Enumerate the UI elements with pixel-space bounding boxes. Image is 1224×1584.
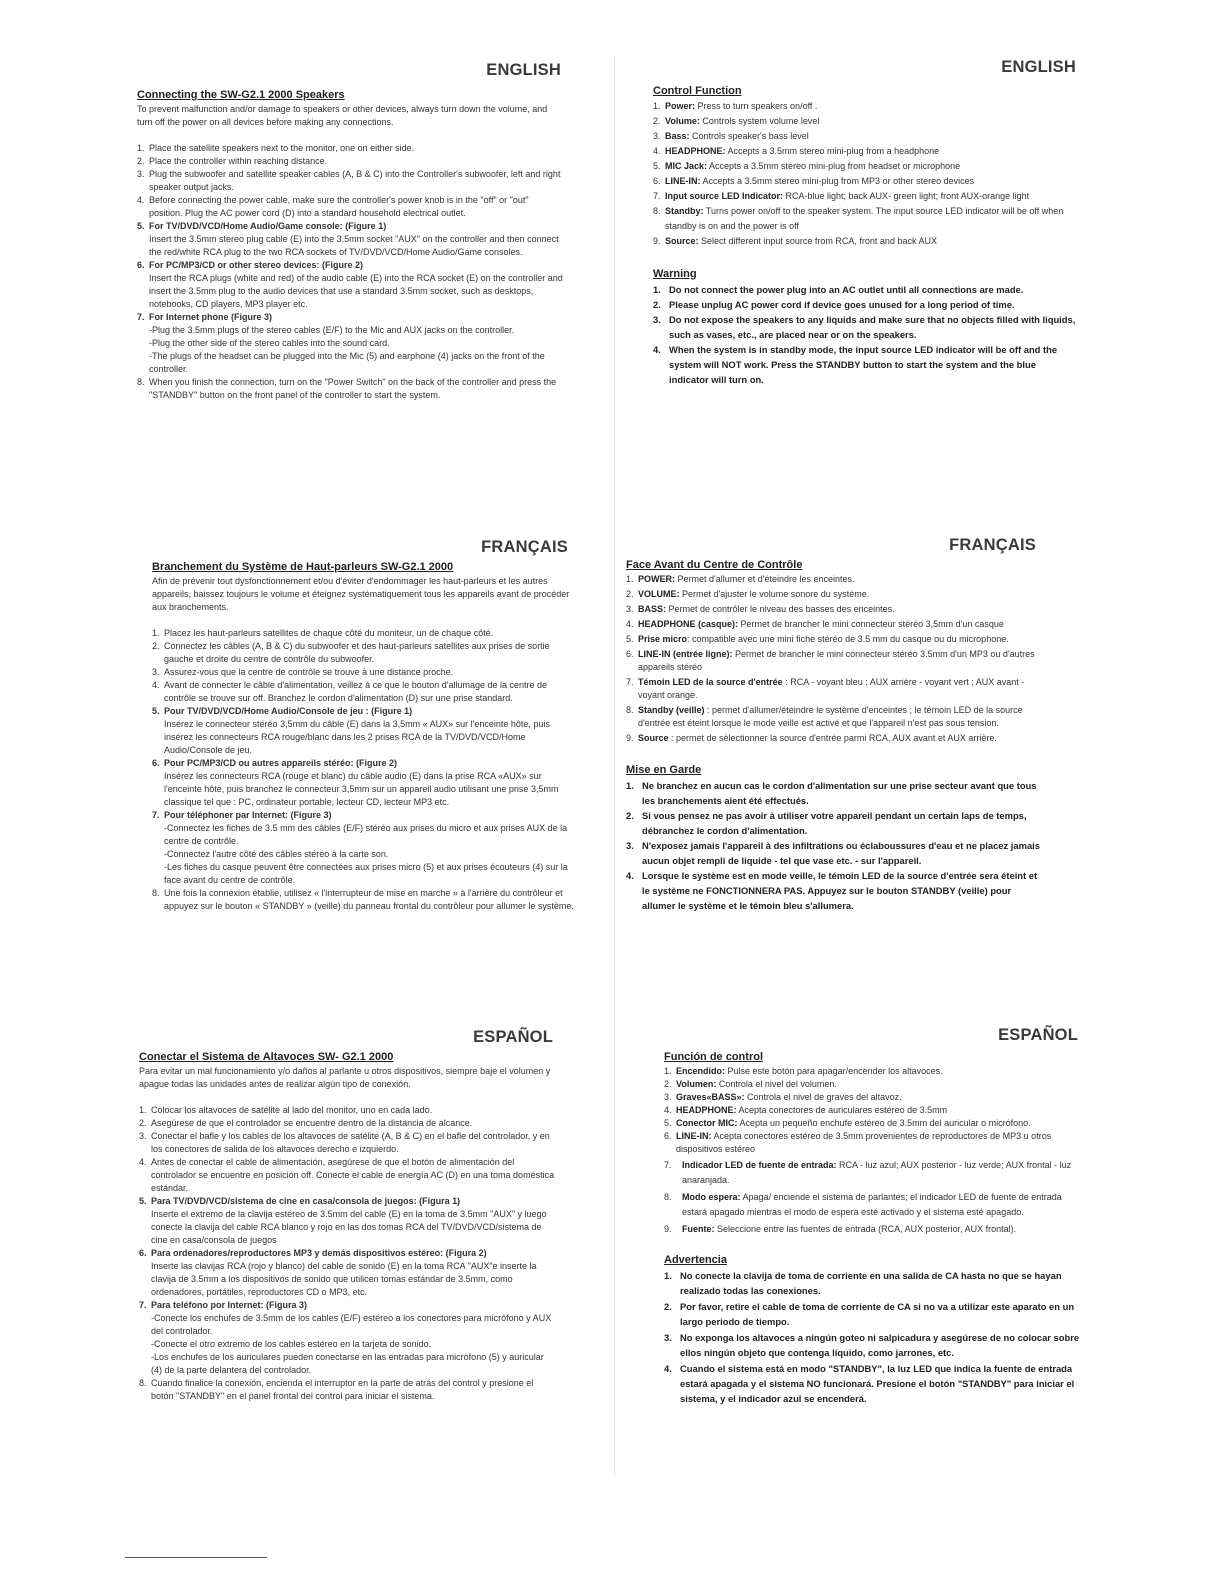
list-item: 1. No conecte la clavija de toma de corriente en una salida de CA hasta no que se hayan realizado todas las conexiones.: [664, 1270, 1062, 1296]
list-item: 1. Colocar los altavoces de satélite al lado del monitor, uno en cada lado.: [139, 1105, 433, 1115]
section-french-connecting: [152, 536, 578, 913]
fold-line: [614, 56, 615, 1476]
warning-list: [664, 1268, 1082, 1406]
section-heading: Control Function: [653, 85, 742, 97]
list-item: 4. Avant de connecter le câble d'alimentation, veillez à ce que le bouton d'allumage de la centre de contrôle se trouve sur off. Branchez le cordon d'alimentation (D) sur une prise standard.: [152, 680, 548, 703]
list-item: 8. Modo espera: Apaga/ enciende el sistema de parlantes; el indicador LED de fuente de entrada estará apagado mientras el modo de espera esté activado y el sistema esté apagado.: [664, 1192, 1062, 1217]
list-item: 7. Témoin LED de la source d'entrée : RCA - voyant bleu ; AUX arrière - voyant vert ; AUX avant - voyant orange.: [626, 677, 1025, 700]
list-item: 6. LINE-IN: Accepts a 3.5mm stereo mini-plug from MP3 or other stereo devices: [653, 176, 975, 186]
list-item: 5. Prise micro: compatible avec une mini fiche stéréo de 3.5 mm du casque ou du microphone.: [626, 634, 1009, 644]
list-item: 2. Si vous pensez ne pas avoir à utiliser votre appareil pendant un certain laps de temps, débranchez le cordon d'alimentation.: [626, 810, 1027, 836]
list-item: 2. Por favor, retire el cable de toma de corriente de CA si no va a utilizar este aparato en un largo periodo de tiempo.: [664, 1301, 1075, 1327]
list-item: 4. Cuando el sistema está en modo "STANDBY", la luz LED que indica la fuente de entrada estará apagada y el sistema NO funcionará. Presione el botón "STANDBY" para iniciar el sistema, y el indicador azul se encenderá.: [664, 1363, 1075, 1404]
list-item: 5. MIC Jack: Accepts a 3.5mm stereo mini-plug from headset or microphone: [653, 161, 961, 171]
section-french-control: [626, 534, 1046, 913]
list-item: 3. No exponga los altavoces a ningún goteo ni salpicadura y asegúrese de no colocar sobre ellos ningún objeto que contenga líquido, como jarrones, etc.: [664, 1332, 1080, 1358]
section-heading: Conectar el Sistema de Altavoces SW- G2.1 2000: [139, 1051, 394, 1063]
section-spanish-control: [664, 1024, 1082, 1407]
section-heading: Función de control: [664, 1051, 763, 1063]
list-item: 8. Standby (veille) : permet d'allumer/éteindre le système d'enceintes ; le témoin LED de la source d'entrée est éteint lorsque le mode veille est activé et que l'appareil n'est pas sous tension.: [626, 705, 1023, 728]
list-item: 1. Do not connect the power plug into an AC outlet until all connections are made.: [653, 284, 1024, 295]
list-item: 1. POWER: Permet d'allumer et d'éteindre les enceintes.: [626, 574, 855, 584]
instruction-list: [152, 627, 578, 913]
list-item: 2. Place the controller within reaching distance.: [137, 156, 328, 166]
list-item: 6. Pour PC/MP3/CD ou autres appareils stéréo: (Figure 2) Insérez les connecteurs RCA (rouge et blanc) du câble audio (E) dans la prise RCA «AUX» sur l'enceinte hôte, puis branchez le connecteur 3,5mm sur un appareil audio utilisant une prise 3,5mm classique tel que : PC, ordinateur portable, lecteur CD, lecteur MP3 etc.: [152, 758, 559, 807]
language-label: FRANÇAIS: [481, 538, 568, 556]
list-item: 3. Plug the subwoofer and satellite speaker cables (A, B & C) into the Controller's subwoofer, left and right speaker output jacks.: [137, 169, 561, 192]
warning-heading: Advertencia: [664, 1254, 727, 1266]
list-item: 7. Pour téléphoner par Internet: (Figure 3) -Connectez les fiches de 3.5 mm des câbles (E/F) stéréo aux prises du micro et aux prises AUX de la centre de contrôle. -Connectez l'autre côté des câbles stéréo à la carte son. -Les fiches du casque peuvent être connectées aux prises micro (5) et aux prises écouteurs (4) sur la face avant du centre de contrôle.: [152, 810, 568, 885]
intro-paragraph: Afin de prévenir tout dysfonctionnement et/ou d'éviter d'endommager les haut-parleurs et les autres appareils, baissez toujours le volume et éteignez systématiquement tous les appareils avant de procéder aux branchements.: [152, 576, 570, 612]
footnote-divider: [125, 1557, 267, 1558]
list-item: 1. Power: Press to turn speakers on/off .: [653, 101, 818, 111]
warning-heading: Warning: [653, 268, 697, 280]
section-heading: Connecting the SW-G2.1 2000 Speakers: [137, 89, 345, 101]
list-item: 5. Pour TV/DVD/VCD/Home Audio/Console de jeu : (Figure 1) Insérez le connecteur stéréo 3,5mm du câble (E) dans la 3,5mm « AUX» sur l'enceinte hôte, puis insérez les connecteurs RCA rouge/blanc dans les 2 prises RCA de la TV/DVD/VCD/Home Audio/Console de jeu.: [152, 706, 550, 755]
list-item: 2. Connectez les câbles (A, B & C) du subwoofer et des haut-parleurs satellites aux prises de sortie gauche et droite du centre de contrôle du subwoofer.: [152, 641, 550, 664]
list-item: 1. Placez les haut-parleurs satellites de chaque côté du moniteur, un de chaque côté.: [152, 628, 494, 638]
list-item: 3. Graves«BASS»: Controla el nivel de graves del altavoz.: [664, 1092, 902, 1102]
list-item: 2. VOLUME: Permet d'ajuster le volume sonore du système.: [626, 589, 870, 599]
instruction-list: [137, 142, 563, 402]
warning-heading: Mise en Garde: [626, 764, 702, 776]
list-item: 9. Fuente: Seleccione entre las fuentes de entrada (RCA, AUX posterior, AUX frontal).: [664, 1224, 1017, 1234]
list-item: 1. Encendido: Pulse este botón para apagar/encender los altavoces.: [664, 1066, 943, 1076]
section-english-control: [653, 56, 1078, 387]
control-list: [664, 1065, 1082, 1237]
list-item: 3. Assurez-vous que la centre de contrôle se trouve à une distance proche.: [152, 667, 454, 677]
list-item: 7. Input source LED Indicator: RCA-blue light; back AUX- green light; front AUX-orange light: [653, 191, 1030, 201]
list-item: 1. Ne branchez en aucun cas le cordon d'alimentation sur une prise secteur avant que tous les branchements aient été effectués.: [626, 780, 1037, 806]
list-item: 4. Antes de conectar el cable de alimentación, asegúrese de que el botón de alimentación del controlador se encuentre en posición off. Conecte el cable de energía AC (D) en una toma doméstica estándar.: [139, 1157, 555, 1193]
language-label: ESPAÑOL: [473, 1028, 553, 1046]
section-heading: Branchement du Système de Haut-parleurs SW-G2.1 2000: [152, 561, 454, 573]
list-item: 8. When you finish the connection, turn on the "Power Switch" on the back of the controller and press the "STANDBY" button on the front panel of the controller to start the system.: [137, 377, 557, 400]
list-item: 8. Une fois la connexion établie, utilisez « l'interrupteur de mise en marche » à l'arrière du contrôleur et appuyez sur le bouton « STANDBY » (veille) du panneau frontal du contrôleur pour allumer le système.: [152, 888, 574, 911]
list-item: 4. When the system is in standby mode, the input source LED indicator will be off and the system will NOT work. Press the STANDBY button to start the system and the blue indicator will turn on.: [653, 344, 1058, 385]
language-label: ENGLISH: [486, 61, 561, 79]
list-item: 6. Para ordenadores/reproductores MP3 y demás dispositivos estéreo: (Figura 2) Inserte las clavijas RCA (rojo y blanco) del cable de sonido (E) en la toma RCA "AUX"e inserte la clavija de 3.5mm a los dispositivos de sonido que utilicen tomas estándar de 3.5mm, como ordenadores, portátiles, reproductores CD o MP3, etc.: [139, 1248, 537, 1297]
list-item: 3. Do not expose the speakers to any liquids and make sure that no objects filled with liquids, such as vases, etc., are placed near or on the speakers.: [653, 314, 1076, 340]
section-spanish-connecting: [139, 1026, 557, 1403]
list-item: 3. Conectar el bafle y los cables de los altavoces de satélite (A, B & C) en el bafle del controlador, y en los conectores de salida de los altavoces derecho e izquierdo.: [139, 1131, 550, 1154]
list-item: 8. Cuando finalice la conexión, encienda el interruptor en la parte de atrás del control y presione el botón "STANDBY" en el panel frontal del control para iniciar el sistema.: [139, 1378, 534, 1401]
list-item: 2. Volumen: Controla el nivel del volumen.: [664, 1079, 837, 1089]
list-item: 2. Volume: Controls system volume level: [653, 116, 820, 126]
list-item: 6. For PC/MP3/CD or other stereo devices: (Figure 2) Insert the RCA plugs (white and red) of the audio cable (E) into the RCA socket (E) on the controller and insert the 3.5mm plug to the audio devices that use a standard 3.5mm socket, such as desktops, notebooks, CD players, MP3 player etc.: [137, 260, 563, 309]
intro-paragraph: To prevent malfunction and/or damage to speakers or other devices, always turn down the volume, and turn off the power on all devices before making any connections.: [137, 104, 548, 127]
list-item: 7. Indicador LED de fuente de entrada: RCA - luz azul; AUX posterior - luz verde; AUX frontal - luz anaranjada.: [664, 1160, 1072, 1185]
section-english-connecting: [137, 58, 563, 402]
control-list: [626, 573, 1046, 745]
list-item: 2. Asegúrese de que el controlador se encuentre dentro de la distancia de alcance.: [139, 1118, 473, 1128]
list-item: 4. HEADPHONE (casque): Permet de brancher le mini connecteur stéréo 3,5mm d'un casque: [626, 619, 1004, 629]
list-item: 5. For TV/DVD/VCD/Home Audio/Game console: (Figure 1) Insert the 3.5mm stereo plug cable (E) into the 3.5mm socket "AUX" on the controller and then connect the red/white RCA plug to the two RCA sockets of TV/DVD/VCD/Home Audio/Game consoles.: [137, 221, 559, 257]
list-item: 9. Source: Select different input source from RCA, front and back AUX: [653, 236, 937, 246]
language-label: FRANÇAIS: [949, 536, 1036, 554]
list-item: 5. Para TV/DVD/VCD/sistema de cine en casa/consola de juegos: (Figura 1) Inserte el extremo de la clavija estéreo de 3.5mm del cable (E) en la toma de 3.5mm "AUX" y luego conecte la clavija del cable RCA blanco y rojo en las dos tomas RCA del TV/DVD/VCD/sistema de cine en casa/consola de juegos: [139, 1196, 547, 1245]
language-label: ENGLISH: [1001, 58, 1076, 76]
section-heading: Face Avant du Centre de Contrôle: [626, 559, 803, 571]
list-item: 7. Para teléfono por Internet: (Figura 3) -Conecte los enchufes de 3.5mm de los cables (E/F) estéreo a los conectores para micrófono y AUX del controlador. -Conecte el otro extremo de los cables estéreo en la tarjeta de sonido. -Los enchufes de los auriculares pueden conectarse en las entradas para micrófono (5) y auricular (4) de la parte delantera del controlador.: [139, 1300, 552, 1375]
list-item: 3. N'exposez jamais l'appareil à des infiltrations ou éclaboussures d'eau et ne placez jamais aucun objet rempli de liquide - tel que vase etc. - sur l'appareil.: [626, 840, 1040, 866]
list-item: 4. Before connecting the power cable, make sure the controller's power knob is in the "off" or "out" position. Plug the AC power cord (D) into a standard household electrical outlet.: [137, 195, 529, 218]
intro-paragraph: Para evitar un mal funcionamiento y/o daños al parlante u otros dispositivos, siempre baje el volumen y apague todas las unidades antes de realizar algún tipo de conexión.: [139, 1066, 551, 1089]
list-item: 3. Bass: Controls speaker's bass level: [653, 131, 809, 141]
list-item: 3. BASS: Permet de contrôler le niveau des basses des enceintes.: [626, 604, 895, 614]
list-item: 4. HEADPHONE: Acepta conectores de auriculares estéreo de 3.5mm: [664, 1105, 948, 1115]
list-item: 7. For Internet phone (Figure 3) -Plug the 3.5mm plugs of the stereo cables (E/F) to the Mic and AUX jacks on the controller. -Plug the other side of the stereo cables into the sound card. -The plugs of the headset can be plugged into the Mic (5) and earphone (4) jacks on the front of the controller.: [137, 312, 545, 374]
list-item: 5. Conector MIC: Acepta un pequeño enchufe estéreo de 3.5mm del auricular o micrófono.: [664, 1118, 1031, 1128]
list-item: 8. Standby: Turns power on/off to the speaker system. The input source LED indicator will be off when standby is on and the power is off: [653, 206, 1064, 231]
warning-list: [626, 778, 1046, 913]
list-item: 6. LINE-IN (entrée ligne): Permet de brancher le mini connecteur stéréo 3.5mm d'un MP3 ou d'autres appareils stéréo: [626, 649, 1035, 672]
list-item: 6. LINE-IN: Acepta conectores estéreo de 3.5mm provenientes de reproductores de MP3 u otros dispositivos estéreo: [664, 1131, 1052, 1154]
list-item: 9. Source : permet de sélectionner la source d'entrée parmi RCA, AUX avant et AUX arrière.: [626, 733, 997, 743]
list-item: 2. Please unplug AC power cord if device goes unused for a long period of time.: [653, 299, 1015, 310]
list-item: 4. Lorsque le système est en mode veille, le témoin LED de la source d'entrée sera éteint et le système ne FONCTIONNERA PAS. Appuyez sur le bouton STANDBY (veille) pour allumer le système et le témoin bleu s'allumera.: [626, 870, 1038, 911]
control-list: [653, 99, 1078, 249]
list-item: 4. HEADPHONE: Accepts a 3.5mm stereo mini-plug from a headphone: [653, 146, 940, 156]
instruction-list: [139, 1104, 557, 1403]
language-label: ESPAÑOL: [998, 1026, 1078, 1044]
list-item: 1. Place the satellite speakers next to the monitor, one on either side.: [137, 143, 415, 153]
warning-list: [653, 282, 1078, 387]
